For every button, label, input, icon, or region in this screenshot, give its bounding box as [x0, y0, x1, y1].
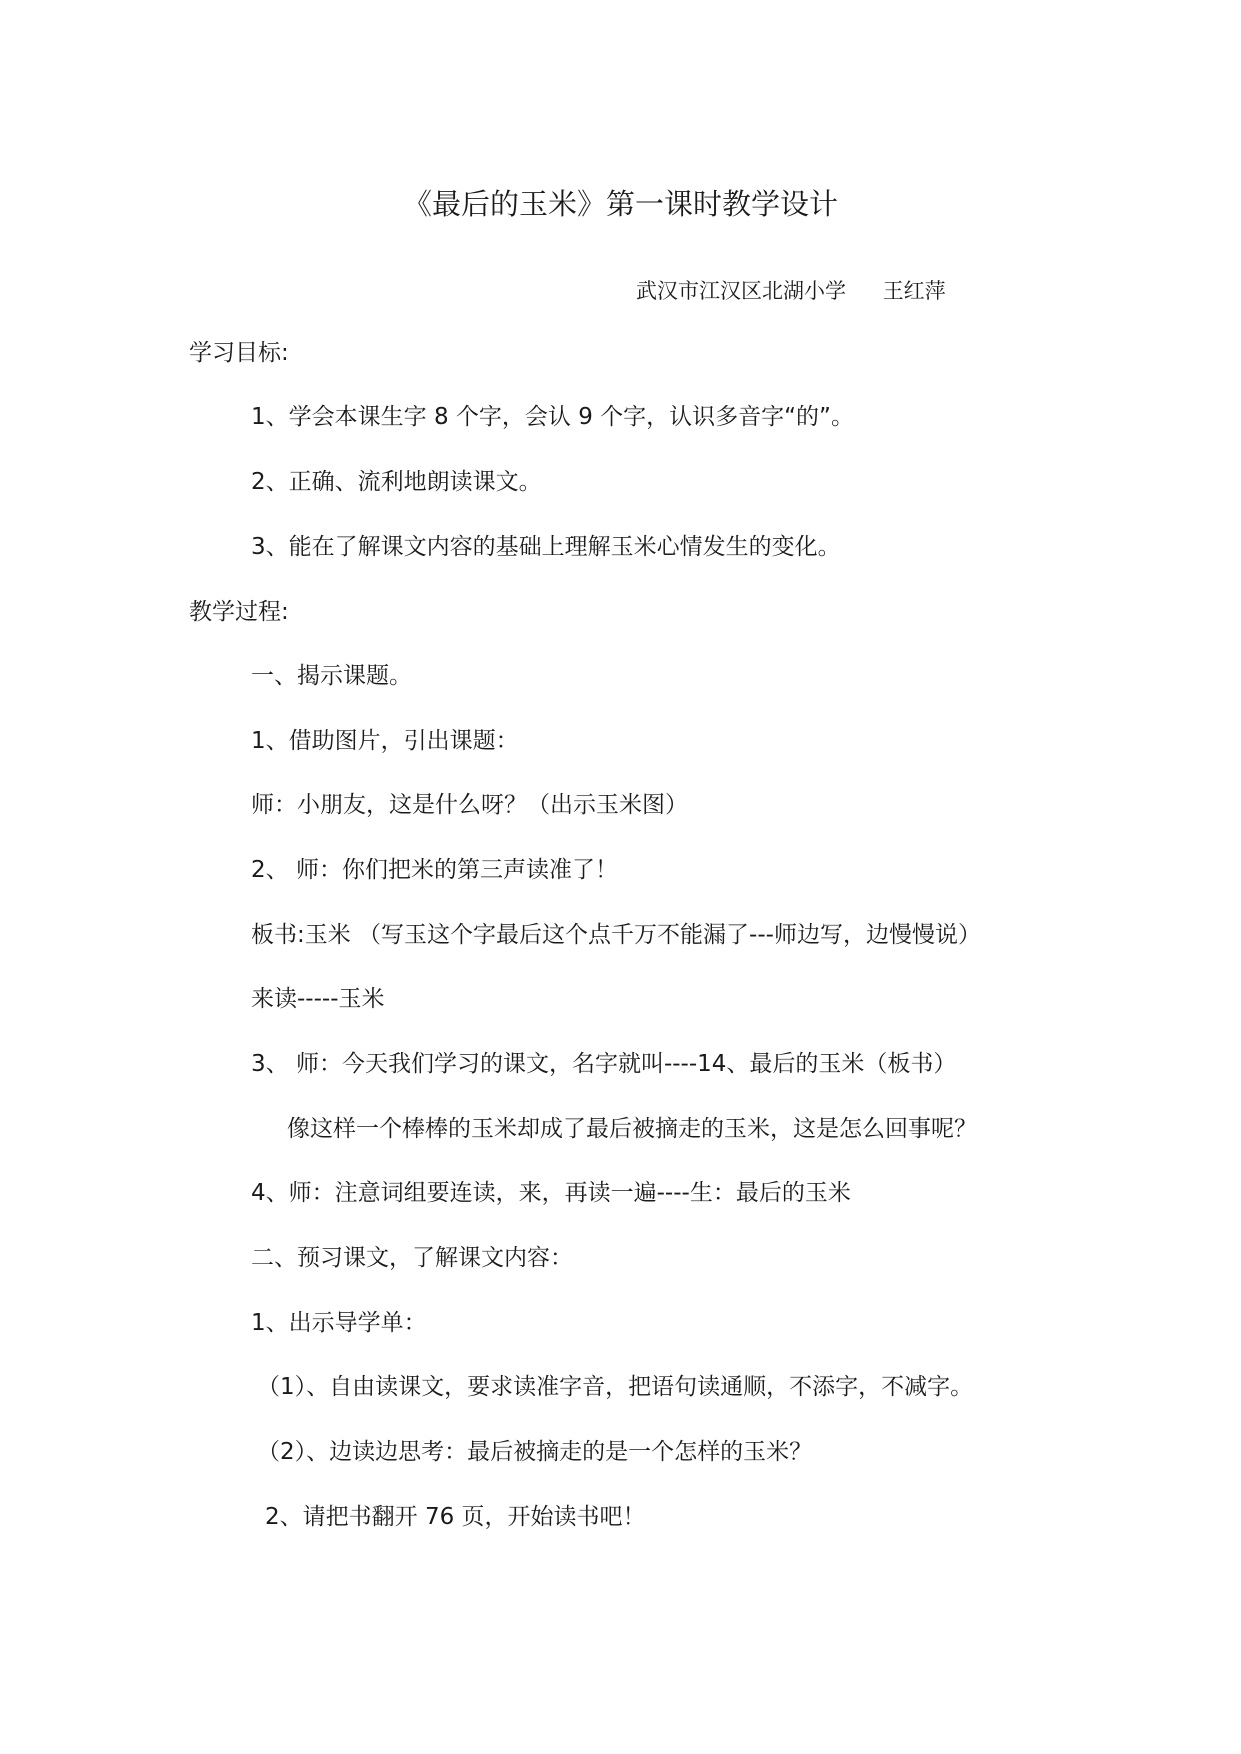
objective-item: 2、正确、流利地朗读课文。 [251, 469, 542, 495]
author-line [636, 276, 946, 306]
process-step: 板书:玉米 （写玉这个字最后这个点千万不能漏了---师边写，边慢慢说） [251, 922, 981, 948]
process-step: 4、师：注意词组要连读，来，再读一遍----生：最后的玉米 [251, 1180, 851, 1206]
section-heading-objectives: 学习目标: [189, 340, 289, 366]
author-school: 武汉市江汉区北湖小学 [636, 279, 846, 303]
process-step: 3、 师：今天我们学习的课文，名字就叫----14、最后的玉米（板书） [251, 1051, 957, 1077]
process-step: 师：小朋友，这是什么呀？（出示玉米图） [251, 792, 688, 818]
process-step: 1、借助图片，引出课题： [251, 728, 519, 754]
section-heading-process: 教学过程: [189, 599, 289, 625]
process-step: 2、 师：你们把米的第三声读准了！ [251, 857, 618, 883]
process-step: 2、请把书翻开 76 页，开始读书吧！ [265, 1504, 646, 1530]
document-title: 《最后的玉米》第一课时教学设计 [402, 187, 838, 221]
process-step: （2）、边读边思考：最后被摘走的是一个怎样的玉米？ [257, 1439, 813, 1465]
objective-item: 1、学会本课生字 8 个字，会认 9 个字，认识多音字“的”。 [251, 404, 854, 430]
process-step: 一、揭示课题。 [251, 663, 412, 689]
process-step: 二、预习课文，了解课文内容： [251, 1245, 573, 1271]
process-step: 来读-----玉米 [251, 986, 385, 1012]
process-step: 像这样一个棒棒的玉米却成了最后被摘走的玉米，这是怎么回事呢？ [287, 1116, 977, 1142]
process-step: （1）、自由读课文，要求读准字音，把语句读通顺，不添字，不减字。 [257, 1374, 974, 1400]
process-step: 1、出示导学单： [251, 1310, 427, 1336]
author-name: 王红萍 [882, 279, 946, 303]
objective-item: 3、能在了解课文内容的基础上理解玉米心情发生的变化。 [251, 534, 841, 560]
